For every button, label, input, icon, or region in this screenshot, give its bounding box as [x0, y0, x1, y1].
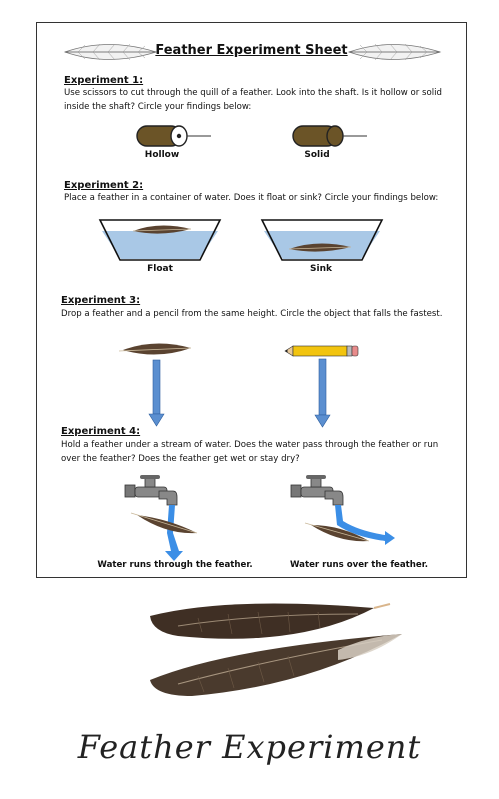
experiment-2-heading: Experiment 2: [64, 180, 144, 191]
float-container-icon [99, 219, 221, 261]
option-through-label: Water runs through the feather. [97, 560, 253, 570]
experiment-4-heading: Experiment 4: [61, 426, 141, 437]
experiment-2-text: Place a feather in a container of water. Does it float or sink? Circle your findings below: [64, 193, 439, 203]
solid-quill-icon [291, 123, 369, 149]
experiment-sheet [36, 22, 467, 578]
experiment-4-text: Hold a feather under a stream of water. Does the water pass through the feather or run over the feather? Does the feather get wet or stay dry? [61, 440, 439, 464]
falling-pencil-icon [283, 341, 359, 429]
hollow-quill-icon [135, 123, 213, 149]
tap-through-feather-icon [123, 475, 213, 561]
experiment-3-heading: Experiment 3: [61, 295, 141, 306]
falling-feather-icon [119, 338, 195, 428]
option-solid-label: Solid [304, 150, 330, 160]
page-title: Feather Experiment [77, 728, 422, 766]
experiment-1-heading: Experiment 1: [64, 75, 144, 86]
option-float-label: Float [147, 264, 173, 274]
option-hollow-label: Hollow [144, 150, 180, 160]
tap-over-feather-icon [289, 475, 399, 555]
option-over-label: Water runs over the feather. [289, 560, 429, 570]
experiment-3-text: Drop a feather and a pencil from the same height. Circle the object that falls the fastest. [61, 309, 443, 319]
feathers-photo-icon [138, 596, 408, 706]
sheet-title: Feather Experiment Sheet [155, 43, 348, 58]
option-sink-label: Sink [310, 264, 332, 274]
sink-container-icon [261, 219, 383, 261]
experiment-1-text: Use scissors to cut through the quill of a feather. Look into the shaft. Is it hollow or solid inside the shaft? Circle your findings below: [64, 88, 442, 112]
